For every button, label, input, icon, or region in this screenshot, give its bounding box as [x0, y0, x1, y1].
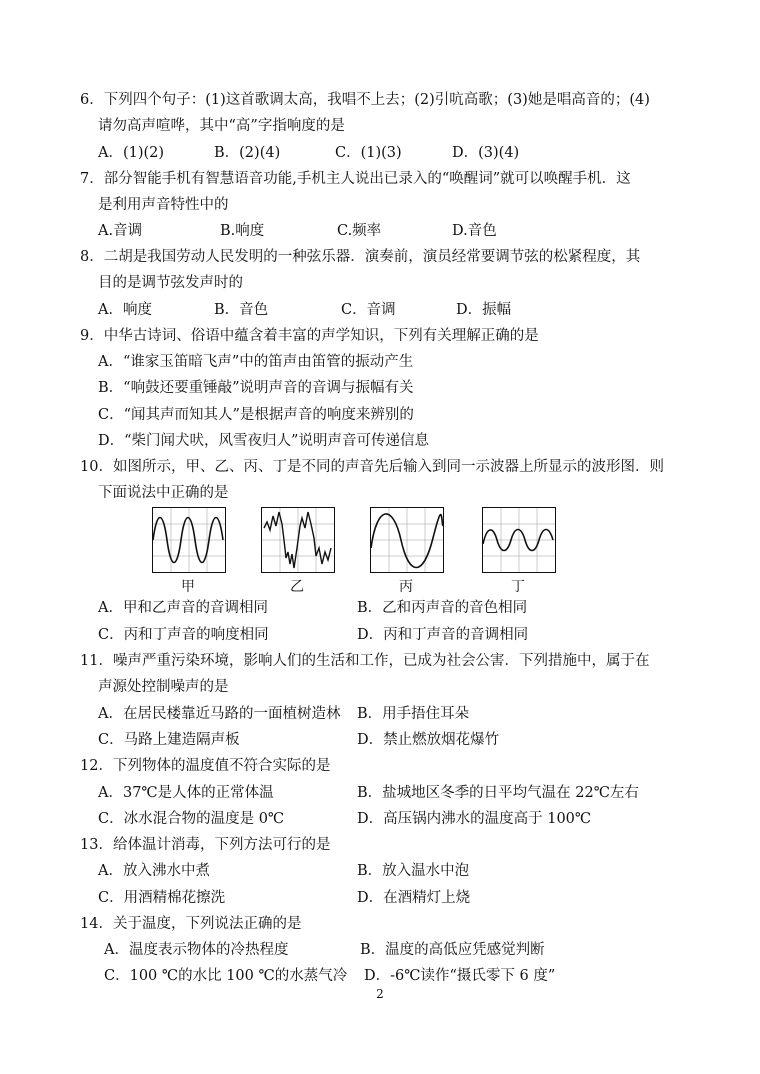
q8-option-b[interactable]: B．音色 — [214, 302, 269, 318]
question-8-text: 8．二胡是我国劳动人民发明的一种弦乐器．演奏前，演员经常要调节弦的松紧程度，其 — [80, 249, 641, 265]
q9-option-a[interactable]: A．“谁家玉笛暗飞声”中的笛声由笛管的振动产生 — [98, 354, 414, 370]
question-6-text: 6．下列四个句子：(1)这首歌调太高，我唱不上去；(2)引吭高歌；(3)她是唱高音的；(4) — [80, 92, 650, 108]
waveform-jia — [152, 507, 226, 573]
waveform-label-bing: 丙 — [399, 579, 413, 595]
q12-option-c[interactable]: C．冰水混合物的温度是 0℃ — [98, 811, 285, 827]
q11-option-b[interactable]: B．用手捂住耳朵 — [357, 706, 470, 722]
q6-option-b[interactable]: B．(2)(4) — [214, 145, 281, 161]
waveform-label-yi: 乙 — [290, 579, 304, 595]
waveform-ding — [482, 507, 556, 573]
q10-option-a[interactable]: A．甲和乙声音的音调相同 — [98, 600, 268, 616]
q13-option-b[interactable]: B．放入温水中泡 — [357, 863, 470, 879]
waveform-label-jia: 甲 — [181, 579, 195, 595]
q12-option-a[interactable]: A．37℃是人体的正常体温 — [98, 785, 274, 801]
question-11-text-cont: 声源处控制噪声的是 — [98, 679, 229, 695]
question-8-text-cont: 目的是调节弦发声时的 — [98, 275, 243, 291]
q8-option-d[interactable]: D．振幅 — [456, 302, 512, 318]
question-11-text: 11．噪声严重污染环境，影响人们的生活和工作，已成为社会公害．下列措施中，属于在 — [80, 653, 650, 669]
q14-option-c[interactable]: C．100 ℃的水比 100 ℃的水蒸气冷 — [104, 968, 348, 984]
q12-option-b[interactable]: B．盐城地区冬季的日平均气温在 22℃左右 — [357, 785, 639, 801]
q6-option-a[interactable]: A．(1)(2) — [98, 145, 165, 161]
question-13-text: 13．给体温计消毒，下列方法可行的是 — [80, 837, 331, 853]
q7-option-d[interactable]: D.音色 — [452, 223, 497, 239]
q13-option-a[interactable]: A．放入沸水中煮 — [98, 863, 210, 879]
question-14-text: 14．关于温度，下列说法正确的是 — [80, 916, 302, 932]
question-9-text: 9．中华古诗词、俗语中蕴含着丰富的声学知识，下列有关理解正确的是 — [80, 328, 539, 344]
q6-option-c[interactable]: C．(1)(3) — [335, 145, 402, 161]
page-number: 2 — [376, 987, 384, 1001]
q7-option-a[interactable]: A.音调 — [98, 223, 143, 239]
question-10-text-cont: 下面说法中正确的是 — [98, 485, 229, 501]
q8-option-a[interactable]: A．响度 — [98, 302, 152, 318]
question-6-text-cont: 请勿高声喧哗，其中“高”字指响度的是 — [98, 118, 345, 134]
q13-option-c[interactable]: C．用酒精棉花擦洗 — [98, 890, 226, 906]
question-7-text: 7．部分智能手机有智慧语音功能,手机主人说出已录入的“唤醒词”就可以唤醒手机．这 — [80, 171, 631, 187]
q8-option-c[interactable]: C．音调 — [341, 302, 396, 318]
waveform-bing — [370, 507, 444, 573]
q14-option-d[interactable]: D．-6℃读作“摄氏零下 6 度” — [364, 968, 556, 984]
q11-option-a[interactable]: A．在居民楼靠近马路的一面植树造林 — [98, 706, 341, 722]
q7-option-c[interactable]: C.频率 — [337, 223, 382, 239]
q14-option-b[interactable]: B．温度的高低应凭感觉判断 — [360, 942, 545, 958]
q14-option-a[interactable]: A．温度表示物体的冷热程度 — [104, 942, 289, 958]
q9-option-b[interactable]: B．“响鼓还要重锤敲”说明声音的音调与振幅有关 — [98, 380, 414, 396]
q6-option-d[interactable]: D．(3)(4) — [452, 145, 520, 161]
q11-option-d[interactable]: D．禁止燃放烟花爆竹 — [357, 732, 500, 748]
waveform-label-ding: 丁 — [511, 579, 525, 595]
question-10-text: 10．如图所示，甲、乙、丙、丁是不同的声音先后输入到同一示波器上所显示的波形图．则 — [80, 459, 664, 475]
q10-option-b[interactable]: B．乙和丙声音的音色相同 — [357, 600, 528, 616]
q9-option-c[interactable]: C．“闻其声而知其人”是根据声音的响度来辨别的 — [98, 407, 414, 423]
q12-option-d[interactable]: D．高压锅内沸水的温度高于 100℃ — [357, 811, 592, 827]
q10-option-d[interactable]: D．丙和丁声音的音调相同 — [357, 627, 529, 643]
q13-option-d[interactable]: D．在酒精灯上烧 — [357, 890, 471, 906]
waveform-yi — [261, 507, 335, 573]
question-7-text-cont: 是利用声音特性中的 — [98, 197, 229, 213]
question-12-text: 12．下列物体的温度值不符合实际的是 — [80, 758, 331, 774]
q11-option-c[interactable]: C．马路上建造隔声板 — [98, 732, 240, 748]
q9-option-d[interactable]: D．“柴门闻犬吠，风雪夜归人”说明声音可传递信息 — [98, 433, 429, 449]
q10-option-c[interactable]: C．丙和丁声音的响度相同 — [98, 627, 269, 643]
q7-option-b[interactable]: B.响度 — [220, 223, 265, 239]
